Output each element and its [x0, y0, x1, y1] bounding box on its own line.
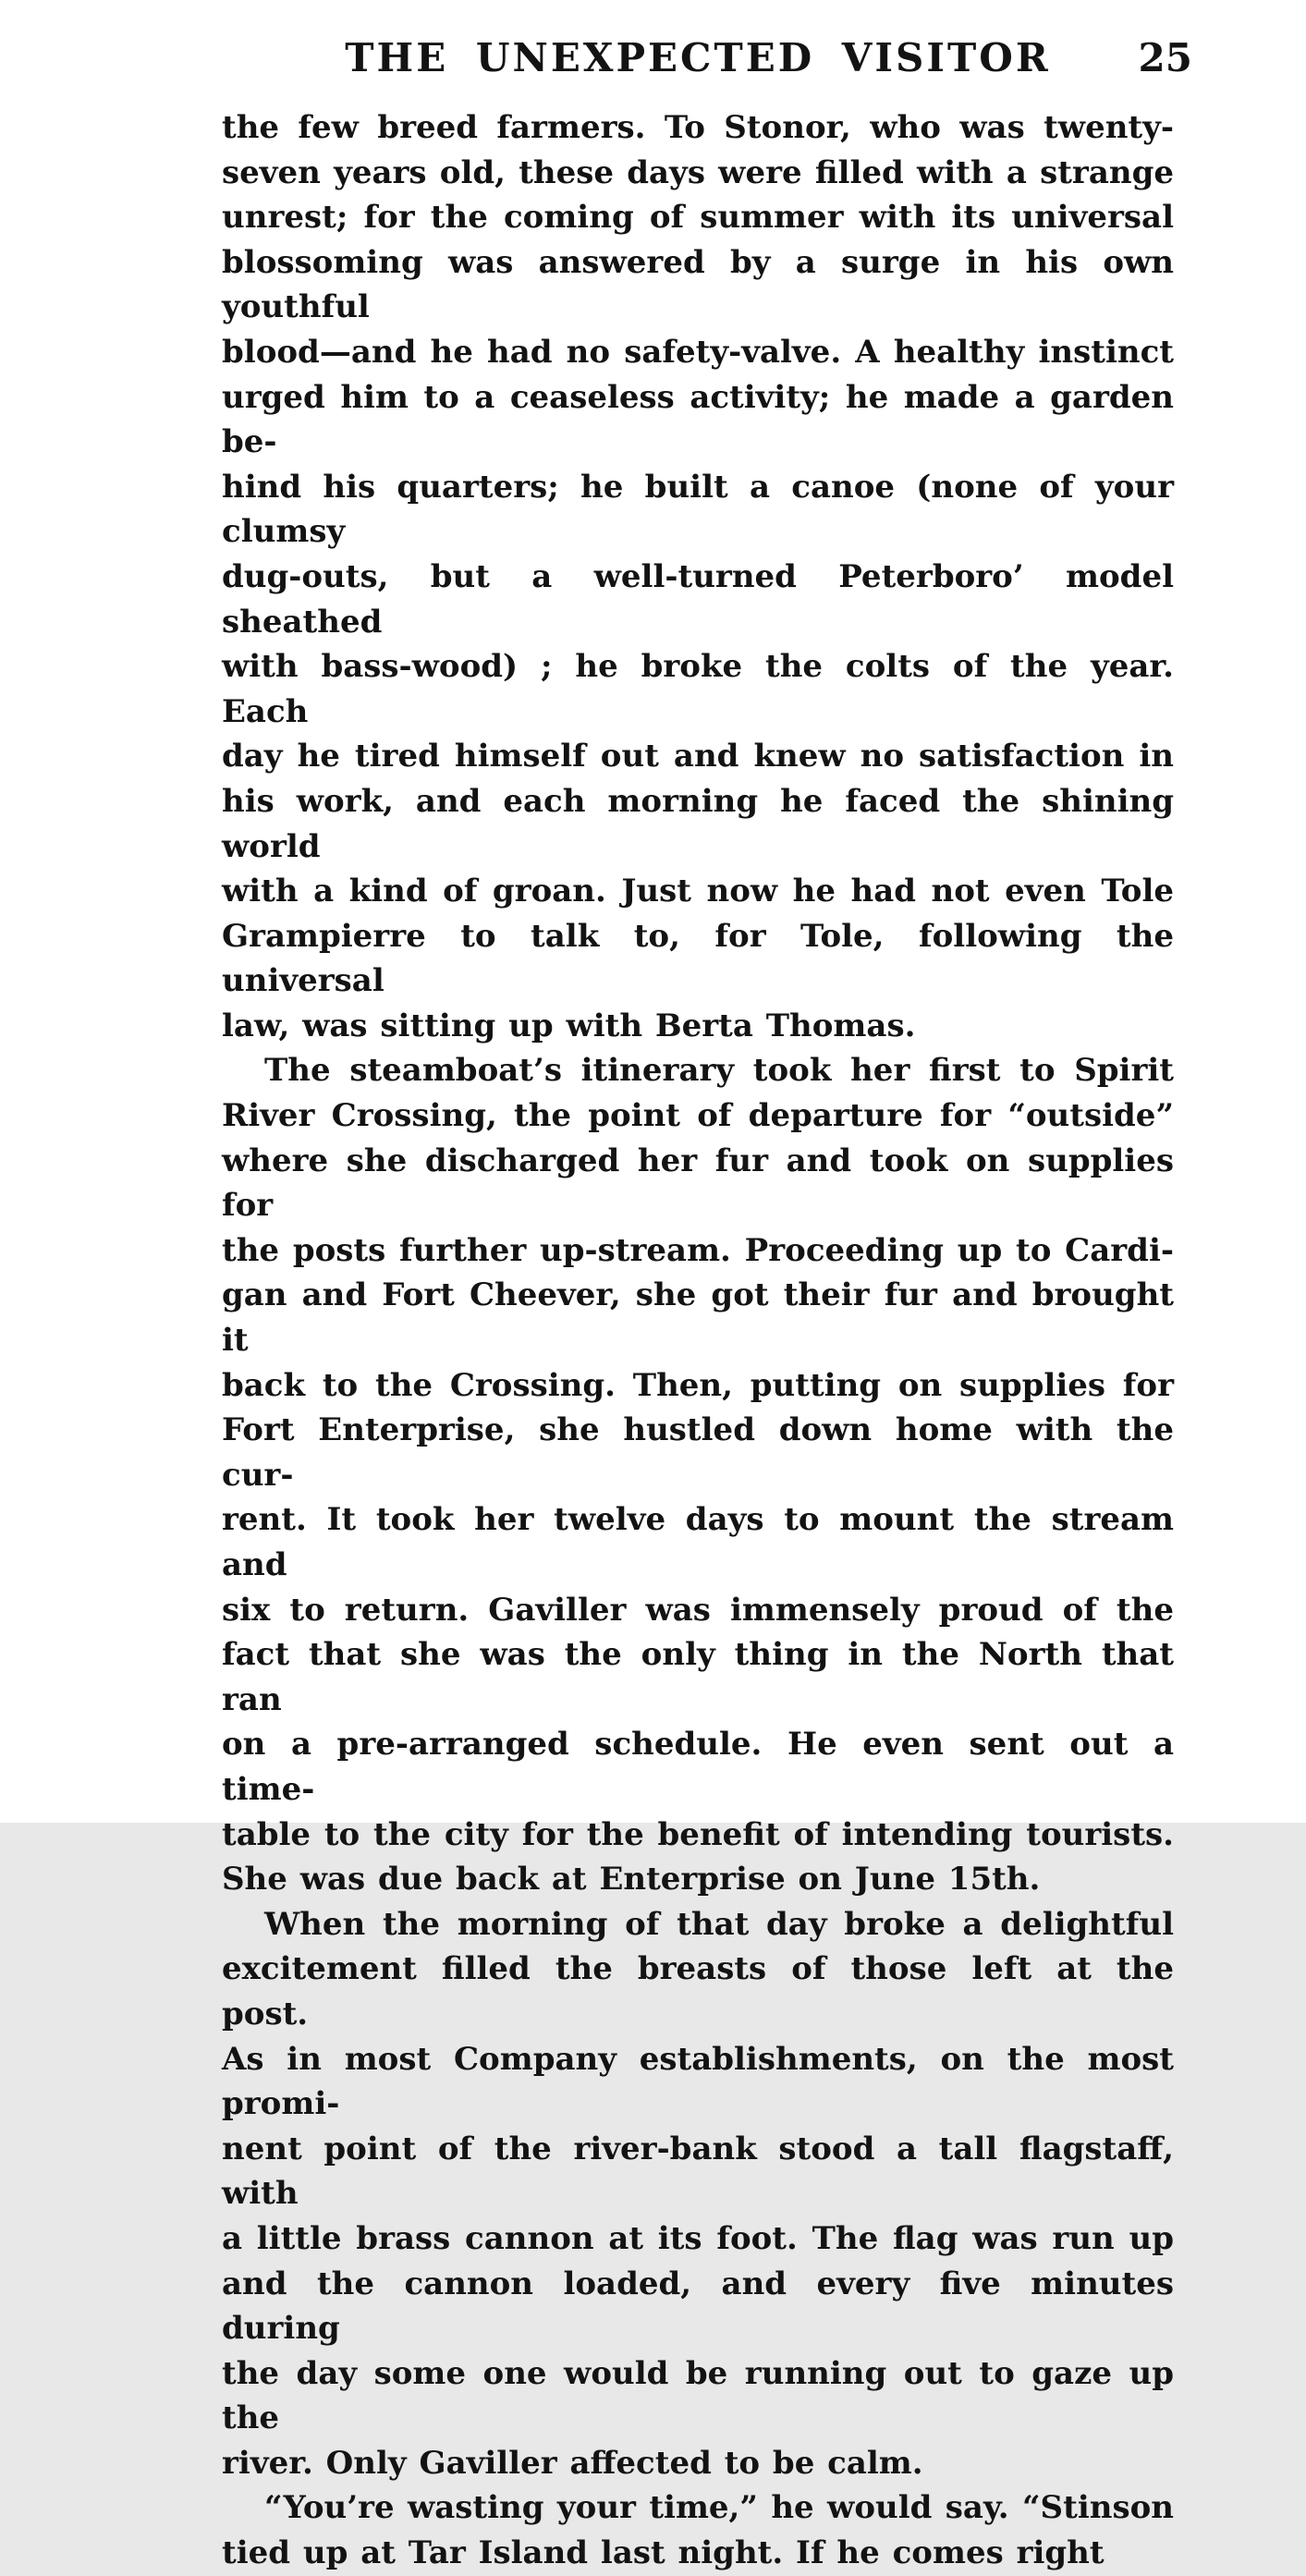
text-line: river. Only Gaviller affected to be calm.: [222, 2444, 923, 2482]
text-line: with a kind of groan. Just now he had not even Tole: [222, 873, 1174, 910]
text-line: seven years old, these days were filled with a strange: [222, 153, 1174, 191]
text-line: his work, and each morning he faced the shining world: [222, 782, 1174, 865]
text-line: When the morning of that day broke a delightful: [264, 1905, 1174, 1943]
text-line: back to the Crossing. Then, putting on supplies for: [222, 1366, 1174, 1404]
text-line: with bass-wood) ; he broke the colts of the year. Each: [222, 648, 1174, 730]
text-line: table to the city for the benefit of intending tourists.: [222, 1815, 1174, 1853]
text-line: blood—and he had no safety-valve. A healthy instinct: [222, 333, 1174, 371]
paragraph: [222, 1048, 1174, 1901]
page-number: 25: [1138, 35, 1192, 80]
text-line: Fort Enterprise, she hustled down home with the cur-: [222, 1411, 1174, 1494]
text-line: fact that she was the only thing in the North that ran: [222, 1636, 1174, 1718]
text-line: As in most Company establishments, on the most promi-: [222, 2040, 1174, 2123]
text-line: the few breed farmers. To Stonor, who was twenty-: [222, 109, 1174, 146]
text-line: urged him to a ceaseless activity; he made a garden be-: [222, 378, 1174, 461]
text-line: six to return. Gaviller was immensely proud of the: [222, 1591, 1174, 1629]
running-header: [222, 35, 1192, 83]
text-line: rent. It took her twelve days to mount the stream and: [222, 1501, 1174, 1583]
text-line: where she discharged her fur and took on supplies for: [222, 1141, 1174, 1225]
text-line: River Crossing, the point of departure for “outside”: [222, 1097, 1174, 1135]
page-body: [222, 105, 1174, 2576]
text-line: The steamboat’s itinerary took her first to Spirit: [264, 1052, 1174, 1090]
text-line: excitement filled the breasts of those left at the post.: [222, 1950, 1174, 2033]
text-line: Grampierre to talk to, for Tole, following the universal: [222, 917, 1174, 1000]
text-line: and the cannon loaded, and every five minutes during: [222, 2265, 1174, 2348]
text-line: dug-outs, but a well-turned Peterboro’ model sheathed: [222, 557, 1174, 641]
text-line: on a pre-arranged schedule. He even sent out a time-: [222, 1726, 1174, 1808]
text-line: gan and Fort Cheever, she got their fur and brought it: [222, 1276, 1174, 1360]
text-line: hind his quarters; he built a canoe (none of your clumsy: [222, 468, 1174, 551]
text-line: the day some one would be running out to gaze up the: [222, 2354, 1174, 2437]
text-line: the posts further up-stream. Proceeding up to Cardi-: [222, 1231, 1174, 1269]
text-line: a little brass cannon at its foot. The flag was run up: [222, 2219, 1174, 2257]
paragraph: [222, 2485, 1174, 2575]
paragraph: [222, 1902, 1174, 2486]
page-title: THE UNEXPECTED VISITOR: [345, 35, 1051, 80]
text-line: day he tired himself out and knew no satisfaction in: [222, 738, 1174, 775]
text-line: law, was sitting up with Berta Thomas.: [222, 1007, 916, 1044]
paragraph: [222, 105, 1174, 1048]
text-line: “You’re wasting your time,” he would say. “Stinson: [264, 2489, 1174, 2527]
text-line: nent point of the river-bank stood a tall flagstaff, with: [222, 2130, 1174, 2213]
text-line: She was due back at Enterprise on June 15th.: [222, 1861, 1041, 1898]
text-line: tied up at Tar Island last night. If he comes right: [222, 2534, 1105, 2572]
text-line: blossoming was answered by a surge in his own youthful: [222, 243, 1174, 326]
text-line: unrest; for the coming of summer with its universal: [222, 199, 1174, 237]
